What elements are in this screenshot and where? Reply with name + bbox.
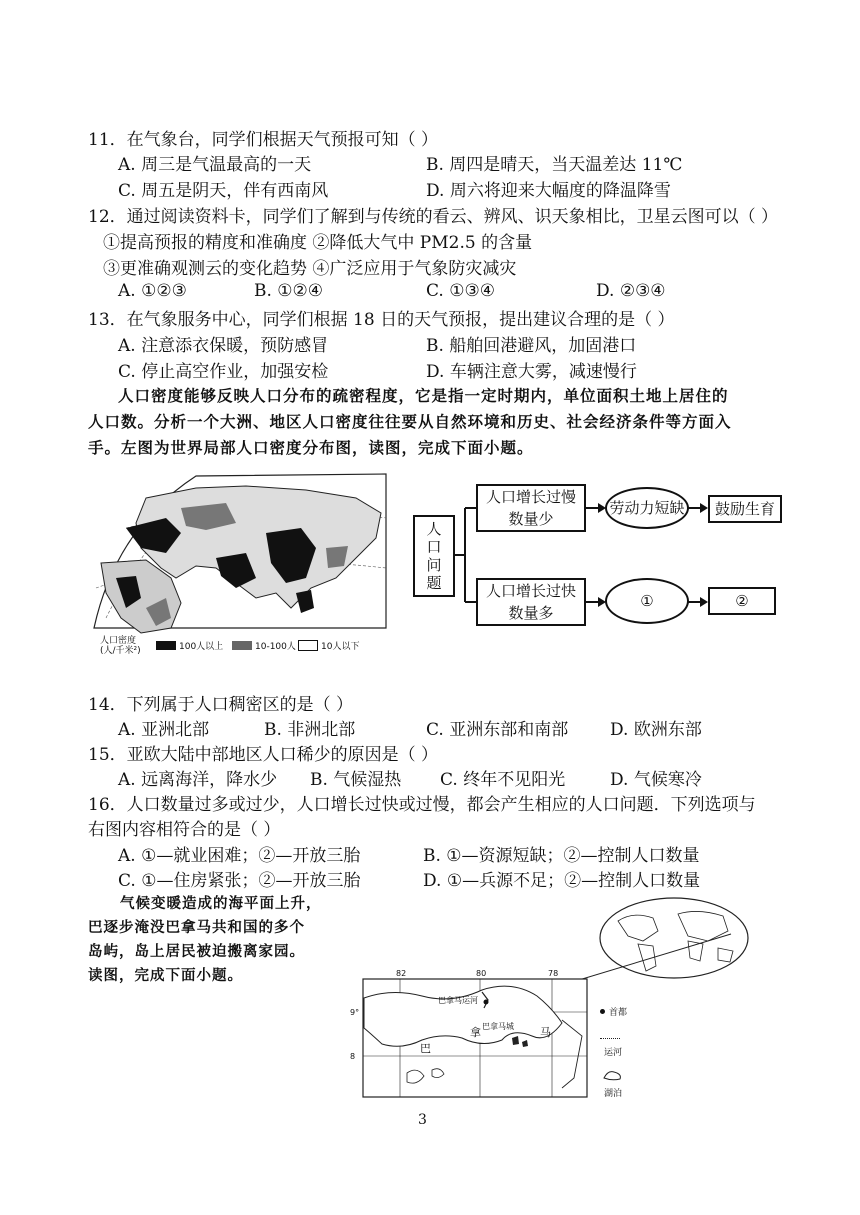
q12-statements-1: ①提高预报的精度和准确度 ②降低大气中 PM2.5 的含量 xyxy=(103,233,533,253)
intro-paragraph-line-1: 人口密度能够反映人口分布的疏密程度，它是指一定时期内，单位面积土地上居住的 xyxy=(118,387,729,405)
q14-option-b: B. 非洲北部 xyxy=(264,720,356,740)
legend-lake-label: 湖泊 xyxy=(604,1089,623,1099)
intro-paragraph-line-3: 手。左图为世界局部人口密度分布图，读图，完成下面小题。 xyxy=(88,439,534,457)
legend-medium-density xyxy=(232,639,296,652)
lon-label-78: 78 xyxy=(548,969,559,978)
map-legend-title xyxy=(100,636,141,656)
q14-option-a: A. 亚洲北部 xyxy=(118,720,210,740)
q16-option-b: B. ①—资源短缺；②—控制人口数量 xyxy=(423,846,700,866)
diagram-node-labor-shortage: 劳动力短缺 xyxy=(605,487,689,529)
legend-swatch-low xyxy=(298,640,318,651)
q13-option-c: C. 停止高空作业，加强安检 xyxy=(118,362,329,382)
q15-stem: 15．亚欧大陆中部地区人口稀少的原因是（ ） xyxy=(88,745,439,765)
q12-option-c: C. ①③④ xyxy=(426,281,495,301)
q15-option-d: D. 气候寒冷 xyxy=(610,770,702,790)
diagram-root-label: 人口问题 xyxy=(426,520,442,592)
q16-option-d: D. ①—兵源不足；②—控制人口数量 xyxy=(423,871,701,891)
q11-stem: 11．在气象台，同学们根据天气预报可知（ ） xyxy=(88,130,439,150)
q14-stem: 14．下列属于人口稠密区的是（ ） xyxy=(88,695,354,715)
legend-high-density xyxy=(156,639,223,652)
intro2-line-3: 岛屿，岛上居民被迫搬离家园。 xyxy=(88,944,305,960)
intro2-line-1: 气候变暖造成的海平面上升， xyxy=(120,896,322,912)
lat-label-8: 8 xyxy=(350,1052,356,1061)
q12-option-d: D. ②③④ xyxy=(596,281,666,301)
q11-option-b: B. 周四是晴天，当天温差达 11℃ xyxy=(426,155,683,175)
q16-stem-line-2: 右图内容相符合的是（ ） xyxy=(88,820,281,840)
country-name-char-1: 巴 xyxy=(420,1042,431,1055)
q13-option-b: B. 船舶回港避风，加固港口 xyxy=(426,336,637,356)
map-legend-title-line: 人口密度 xyxy=(100,636,137,646)
q12-statements-2: ③更准确观测云的变化趋势 ④广泛应用于气象防灾减灾 xyxy=(103,259,517,279)
map-legend-unit: (人/千米²) xyxy=(100,646,141,656)
q13-option-a: A. 注意添衣保暖，预防感冒 xyxy=(118,336,329,356)
q15-option-a: A. 远离海洋，降水少 xyxy=(118,770,278,790)
legend-swatch-medium xyxy=(232,641,252,650)
diagram-node-encourage-birth: 鼓励生育 xyxy=(708,495,782,523)
legend-swatch-high xyxy=(156,641,176,650)
q11-option-c: C. 周五是阴天，伴有西南风 xyxy=(118,181,329,201)
q11-option-a: A. 周三是气温最高的一天 xyxy=(118,155,312,175)
country-name-char-2: 拿 xyxy=(470,1026,481,1039)
q16-stem-line-1: 16．人口数量过多或过少，人口增长过快或过慢，都会产生相应的人口问题．下列选项与 xyxy=(88,795,756,815)
q11-option-d: D. 周六将迎来大幅度的降温降雪 xyxy=(426,181,671,201)
lon-label-82: 82 xyxy=(396,969,407,978)
population-density-map xyxy=(86,468,400,636)
panama-city-label: 巴拿马城 xyxy=(482,1022,514,1031)
lat-label-9: 9° xyxy=(350,1008,360,1017)
q12-option-b: B. ①②④ xyxy=(254,281,324,301)
q16-option-a: A. ①—就业困难；②—开放三胎 xyxy=(118,846,361,866)
lon-label-80: 80 xyxy=(476,969,487,978)
page-number: 3 xyxy=(418,1112,427,1128)
diagram-node-circle-1: ① xyxy=(605,578,689,624)
intro-paragraph-line-2: 人口数。分析一个大洲、地区人口密度往往要从自然环境和历史、社会经济条件等方面入 xyxy=(88,413,732,431)
legend-capital xyxy=(600,1005,627,1018)
panama-canal-label: 巴拿马运河 xyxy=(438,996,478,1005)
q13-stem: 13．在气象服务中心，同学们根据 18 日的天气预报，提出建议合理的是（ ） xyxy=(88,310,675,330)
intro2-line-2: 巴逐步淹没巴拿马共和国的多个 xyxy=(88,920,305,936)
q14-option-c: C. 亚洲东部和南部 xyxy=(426,720,569,740)
q12-stem: 12．通过阅读资料卡，同学们了解到与传统的看云、辨风、识天象相比，卫星云图可以（ ） xyxy=(88,207,779,227)
lake-symbol-icon xyxy=(602,1068,624,1082)
intro2-line-4: 读图，完成下面小题。 xyxy=(88,968,243,984)
diagram-root-population-problem xyxy=(413,515,455,597)
q12-option-a: A. ①②③ xyxy=(118,281,187,301)
legend-label-low: 10人以下 xyxy=(321,642,360,652)
legend-capital-label: 首都 xyxy=(609,1008,628,1018)
canal-symbol-icon xyxy=(600,1038,620,1039)
diagram-slow-growth-label: 人口增长过慢数量少 xyxy=(485,488,576,528)
legend-canal-label: 运河 xyxy=(604,1048,623,1058)
legend-label-medium: 10-100人 xyxy=(255,642,296,652)
diagram-node-box-2: ② xyxy=(708,587,776,615)
q15-option-c: C. 终年不见阳光 xyxy=(440,770,566,790)
diagram-fast-growth-label: 人口增长过快数量多 xyxy=(485,582,576,622)
diagram-node-fast-growth xyxy=(476,578,586,626)
capital-dot-icon xyxy=(600,1009,605,1014)
q13-option-d: D. 车辆注意大雾，减速慢行 xyxy=(426,362,637,382)
q15-option-b: B. 气候湿热 xyxy=(310,770,402,790)
legend-label-high: 100人以上 xyxy=(179,642,224,652)
diagram-node-slow-growth xyxy=(476,484,586,532)
legend-low-density xyxy=(298,639,359,652)
q16-option-c: C. ①—住房紧张；②—开放三胎 xyxy=(118,871,361,891)
country-name-char-3: 马 xyxy=(540,1026,551,1039)
q14-option-d: D. 欧洲东部 xyxy=(610,720,702,740)
